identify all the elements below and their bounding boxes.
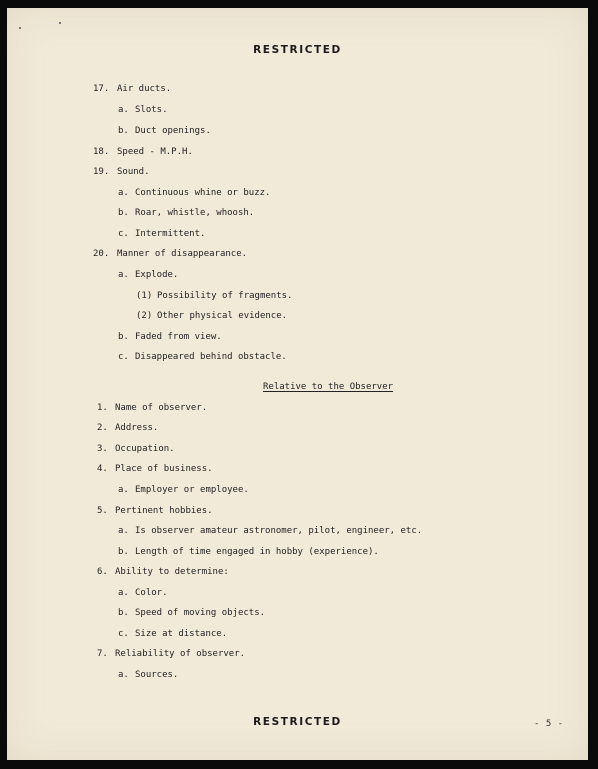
paper-speck [19,27,21,29]
footer-restricted-marking: RESTRICTED [253,716,342,728]
list-item: 1. Name of observer. [97,403,208,413]
list-item: a. Employer or employee. [118,485,249,495]
list-item: 4. Place of business. [97,464,213,474]
list-item: a. Slots. [118,105,168,115]
list-item: (1) Possibility of fragments. [136,291,293,301]
list-item: 5. Pertinent hobbies. [97,506,213,516]
header-restricted-marking: RESTRICTED [253,44,342,56]
paper-speck [59,22,61,24]
list-item: 3. Occupation. [97,444,175,454]
list-item: a. Sources. [118,670,179,680]
list-item: (2) Other physical evidence. [136,311,288,321]
list-item: 6. Ability to determine: [97,567,229,577]
list-item: 2. Address. [97,423,159,433]
list-item: 7. Reliability of observer. [97,649,246,659]
list-item: a. Explode. [118,270,179,280]
list-item: b. Duct openings. [118,126,211,136]
list-item: 19. Sound. [93,167,150,177]
list-item: c. Size at distance. [118,629,228,639]
list-item: b. Speed of moving objects. [118,608,266,618]
list-item: c. Disappeared behind obstacle. [118,352,287,362]
list-item: a. Color. [118,588,168,598]
list-item: a. Is observer amateur astronomer, pilot, engineer, etc. [118,526,423,536]
document-page [7,8,588,760]
list-item: a. Continuous whine or buzz. [118,188,271,198]
list-item: 20. Manner of disappearance. [93,249,248,259]
page-number: - 5 - [534,719,564,729]
section-heading: Relative to the Observer [263,382,394,392]
list-item: 17. Air ducts. [93,84,172,94]
list-item: b. Roar, whistle, whoosh. [118,208,255,218]
list-item: b. Length of time engaged in hobby (experience). [118,547,379,557]
list-item: 18. Speed - M.P.H. [93,147,193,157]
list-item: b. Faded from view. [118,332,222,342]
list-item: c. Intermittent. [118,229,206,239]
